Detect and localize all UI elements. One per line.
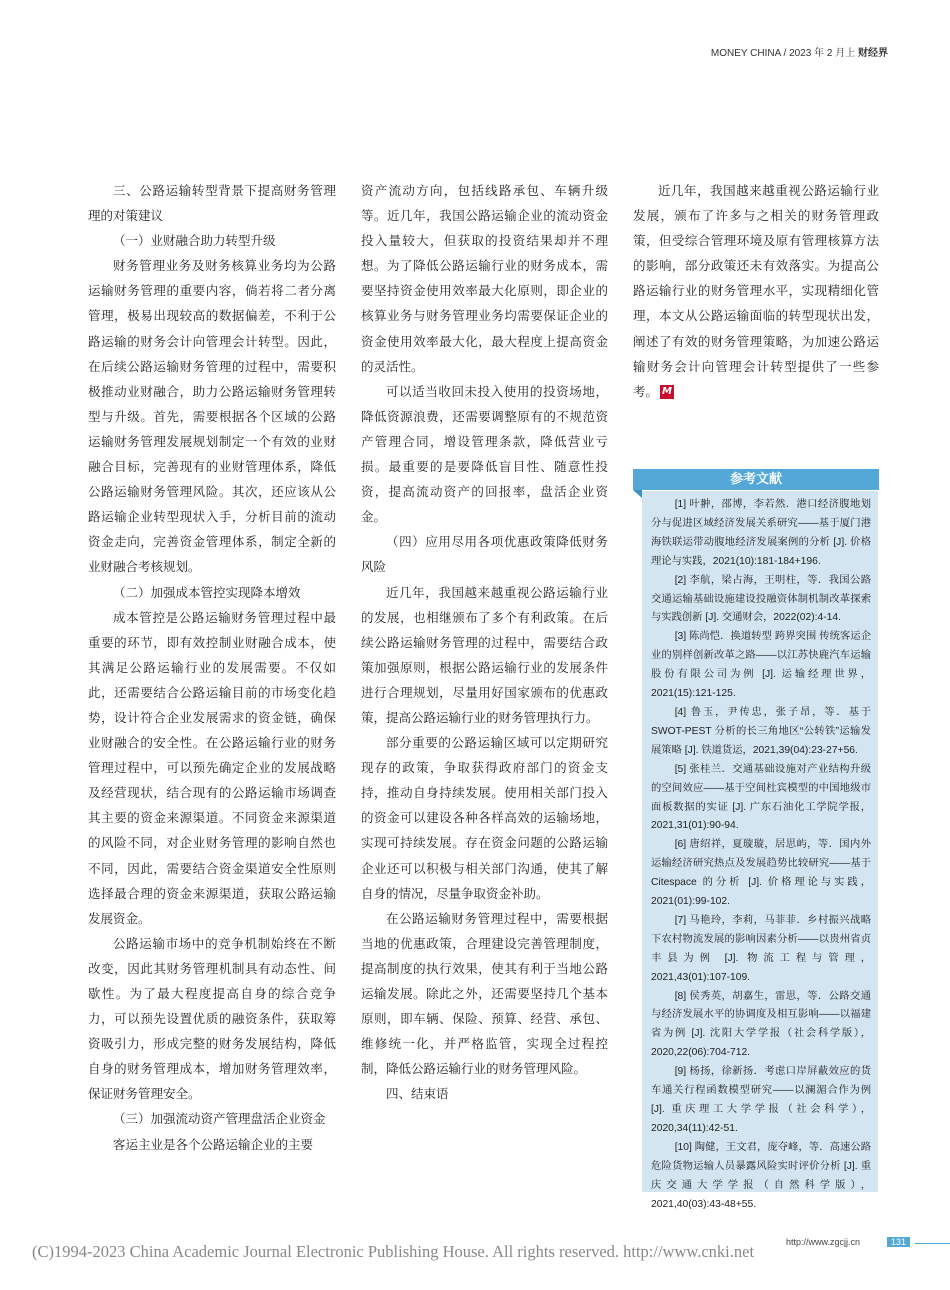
paragraph: 部分重要的公路运输区域可以定期研究现存的政策，争取获得政府部门的资金支持，推动自身持续发展。使用相关部门投入的资金可以建设各种各样高效的运输场地，实现可持续发展。存在资金问题的公路运输企业还可以积极与相关部门沟通，使其了解自身的情况，尽量争取资金补助。 <box>361 735 608 901</box>
page-number: 131 <box>887 1237 910 1247</box>
reference-item: [5] 张桂兰．交通基础设施对产业结构升级的空间效应——基于空间杜宾模型的中国地级市面板数据的实证 [J]. 广东石油化工学院学报，2021,31(01):90-94. <box>651 763 871 832</box>
paragraph: 可以适当收回未投入使用的投资场地，降低资源浪费，还需要调整原有的不规范资产管理合同，增设管理条款，降低营业亏损。最重要的是要降低盲目性、随意性投资，提高流动资产的回报率，盘活企业资金。 <box>361 383 608 525</box>
paragraph: 成本管控是公路运输财务管理过程中最重要的环节，即有效控制业财融合成本，使其满足公路运输行业的发展需要。不仅如此，还需要结合公路运输目前的市场变化趋势，设计符合企业发展需求的资金链，确保业财融合的安全性。在公路运输行业的财务管理过程中，可以预先确定企业的发展战略及经营现状，结合现有的公路运输市场调查其主要的资金来源渠道。不同资金来源渠道的风险不同，对企业财务管理的影响自然也不同，因此，需要结合资金渠道安全性原则选择最合理的资金来源渠道，获取公路运输发展资金。 <box>88 609 336 926</box>
reference-item: [2] 李航，梁占海，王明柱，等．我国公路交通运输基础设施建设投融资体制机制改革探索与实践创新 [J]. 交通财会，2022(02):4-14. <box>651 574 871 624</box>
reference-item: [3] 陈尚恺．换道转型 跨界突围 传统客运企业的别样创新改革之路——以江苏快鹿汽车运输股份有限公司为例 [J]. 运输经理世界，2021(15):121-125. <box>651 631 871 700</box>
body-column-2 <box>361 178 608 1106</box>
references-title <box>633 469 879 490</box>
subsection-heading: （四）应用尽用各项优惠政策降低财务风险 <box>361 534 608 575</box>
footer-site-url: http://www.zgcjj.cn <box>786 1237 861 1247</box>
page-footer <box>10 1237 940 1267</box>
section-name: 财经界 <box>858 48 888 59</box>
references-list <box>651 496 871 1214</box>
paragraph: 财务管理业务及财务核算业务均为公路运输财务管理的重要内容，倘若将二者分离管理，极易出现较高的数据偏差，不利于公路运输的财务会计向管理会计转型。因此，在后续公路运输财务管理的过程中，需要积极推动业财融合，助力公路运输财务管理转型与升级。首先，需要根据各个区域的公路运输财务管理发展规划制定一个有效的业财融合目标，完善现有的业财管理体系，降低公路运输财务管理风险。其次，还应该从公路运输企业转型现状入手，分析目前的流动资金走向，完善资金管理体系，制定全新的业财融合考核规划。 <box>88 258 336 575</box>
subsection-heading: （三）加强流动资产管理盘活企业资金 <box>113 1111 326 1127</box>
reference-item: [7] 马艳玲，李莉，马菲菲．乡村振兴战略下农村物流发展的影响因素分析——以贵州省贞丰县为例 [J]. 物流工程与管理，2021,43(01):107-109. <box>651 914 871 983</box>
paragraph: 近几年，我国越来越重视公路运输行业的发展，也相继颁布了多个有利政策。在后续公路运输财务管理的过程中，需要结合政策加强原则，根据公路运输行业的发展条件进行合理规划，尽量用好国家颁布的优惠政策，提高公路运输行业的财务管理执行力。 <box>361 584 608 725</box>
magazine-name: MONEY CHINA <box>710 48 781 59</box>
title-corner-decoration <box>633 490 642 498</box>
end-mark-icon: M <box>660 385 674 399</box>
reference-item: [4] 鲁玉，尹传忠，张子昂，等．基于 SWOT-PEST 分析的长三角地区“公转铁”运输发展策略 [J]. 铁道货运，2021,39(04):23-27+56. <box>651 706 871 756</box>
issue-date: / 2023 年 2 月上 <box>783 48 856 59</box>
section-heading: 三、公路运输转型背景下提高财务管理理的对策建议 <box>88 183 336 224</box>
copyright-watermark: (C)1994-2023 China Academic Journal Electronic Publishing House. All rights reserved. http://www.cnki.net <box>32 1242 755 1261</box>
subsection-heading: （一）业财融合助力转型升级 <box>113 233 276 249</box>
reference-item: [9] 杨扬，徐新扬．考虑口岸屏蔽效应的货车通关行程函数模型研究——以澜湄合作为例 [J]. 重庆理工大学学报（社会科学），2020,34(11):42-51. <box>651 1066 871 1134</box>
running-header <box>711 44 888 59</box>
section-heading: 四、结束语 <box>386 1086 449 1102</box>
body-column-1 <box>88 178 336 1157</box>
conclusion-paragraph <box>633 178 879 404</box>
paragraph: 资产流动方向，包括线路承包、车辆升级等。近几年，我国公路运输企业的流动资金投入量较大，但获取的投资结果却并不理想。为了降低公路运输行业的财务成本，需要坚持资金使用效率最大化原则，即企业的核算业务与财务管理业务均需要保证企业的资金使用效率最大化，最大程度上提高资金的灵活性。 <box>361 183 608 374</box>
paragraph: 在公路运输财务管理过程中，需要根据当地的优惠政策，合理建设完善管理制度，提高制度的执行效果，使其有利于当地公路运输发展。除此之外，还需要坚持几个基本原则，即车辆、保险、预算、经营、承包、维修统一化，并严格监管，实现全过程控制，降低公路运输行业的财务管理风险。 <box>361 910 608 1077</box>
paragraph: 客运主业是各个公路运输企业的主要 <box>113 1136 314 1152</box>
reference-item: [6] 唐绍祥，夏璇璇，居思屿，等．国内外运输经济研究热点及发展趋势比较研究——基于 Citespace 的分析 [J]. 价格理论与实践，2021(01):99-102. <box>651 839 871 908</box>
reference-item: [10] 陶健，王文君，庞夺峰，等．高速公路危险货物运输人员暴露风险实时评价分析 [J]. 重庆交通大学学报（自然科学版），2021,40(03):43-48+55. <box>651 1141 871 1210</box>
reference-item: [8] 侯秀英，胡嘉生，雷思，等．公路交通与经济发展水平的协调度及相互影响——以福建省为例 [J]. 沈阳大学学报（社会科学版），2020,22(06):704-712. <box>651 990 871 1059</box>
paragraph: 公路运输市场中的竞争机制始终在不断改变，因此其财务管理机制具有动态性、间歇性。为了最大程度提高自身的综合竞争力，可以预先设置优质的融资条件，获取筹资吸引力，形成完整的财务发展结构，降低自身的财务管理成本，增加财务管理效率，保证财务管理安全。 <box>88 935 336 1102</box>
footer-rule <box>915 1243 950 1244</box>
reference-item: [1] 叶翀，邵博，李若然．港口经济腹地划分与促进区域经济发展关系研究——基于厦门港海铁联运带动腹地经济发展案例的分析 [J]. 价格理论与实践，2021(10):181-184+196. <box>651 499 871 567</box>
references-title-text: 参考文献 <box>729 472 782 487</box>
subsection-heading: （二）加强成本管控实现降本增效 <box>113 584 301 600</box>
conclusion-text: 近几年，我国越来越重视公路运输行业发展，颁布了许多与之相关的财务管理政策，但受综合管理环境及原有管理核算方法的影响，部分政策还未有效落实。为提高公路运输行业的财务管理水平，实现精细化管理，本文从公路运输面临的转型现状出发，阐述了有效的财务管理策略，为加速公路运输财务会计向管理会计转型提供了一些参考。 <box>633 183 879 399</box>
body-column-3 <box>633 178 879 404</box>
